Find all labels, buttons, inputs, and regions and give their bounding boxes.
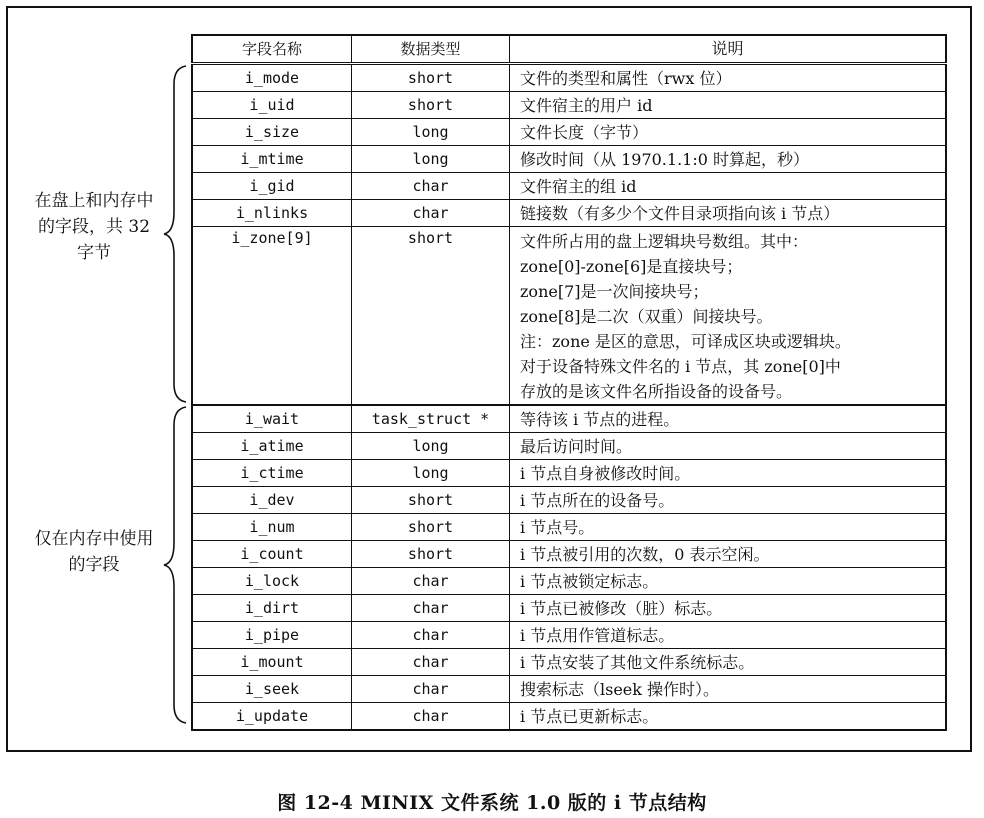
- description-line: 最后访问时间。: [520, 436, 633, 456]
- description-line: zone[7]是一次间接块号；: [520, 282, 709, 301]
- field-name-cell: i_nlinks: [192, 200, 352, 227]
- description-line: 注：zone 是区的意思，可译成区块或逻辑块。: [520, 332, 851, 351]
- description-cell: [510, 460, 947, 487]
- table-row: [192, 622, 946, 649]
- table-row: [192, 649, 946, 676]
- field-name-cell: i_dirt: [192, 595, 352, 622]
- disk-fields-label: [20, 188, 168, 266]
- table-row: [192, 703, 946, 731]
- description-cell: [510, 146, 947, 173]
- field-name-cell: i_pipe: [192, 622, 352, 649]
- field-name-cell: i_lock: [192, 568, 352, 595]
- table-row: [192, 460, 946, 487]
- table-row: [192, 173, 946, 200]
- description-line: i 节点用作管道标志。: [520, 625, 675, 645]
- description-cell: [510, 595, 947, 622]
- data-type-cell: long: [352, 460, 510, 487]
- description-line: zone[8]是二次（双重）间接块号。: [520, 307, 773, 326]
- data-type-cell: char: [352, 568, 510, 595]
- data-type-cell: short: [352, 487, 510, 514]
- data-type-cell: long: [352, 433, 510, 460]
- table-row: [192, 92, 946, 119]
- data-type-cell: char: [352, 622, 510, 649]
- description-line: 链接数（有多少个文件目录项指向该 i 节点）: [520, 203, 840, 223]
- disk-label-line: 在盘上和内存中: [34, 191, 154, 211]
- field-name-cell: i_size: [192, 119, 352, 146]
- data-type-cell: short: [352, 541, 510, 568]
- data-type-cell: long: [352, 119, 510, 146]
- description-line: i 节点安装了其他文件系统标志。: [520, 652, 755, 672]
- table-row: [192, 433, 946, 460]
- table-row: [192, 64, 946, 92]
- description-line: 文件长度（字节）: [520, 122, 649, 142]
- memory-label-line: 仅在内存中使用: [34, 529, 154, 549]
- table-row: [192, 514, 946, 541]
- description-cell: [510, 514, 947, 541]
- description-line: 文件宿主的组 id: [520, 176, 637, 196]
- description-cell: [510, 703, 947, 731]
- table-row: [192, 595, 946, 622]
- description-line: 文件所占用的盘上逻辑块号数组。其中：: [520, 232, 809, 251]
- description-cell: [510, 200, 947, 227]
- table-row: [192, 119, 946, 146]
- field-name-cell: i_seek: [192, 676, 352, 703]
- disk-label-line: 字节: [77, 243, 111, 263]
- description-line: i 节点已被修改（脏）标志。: [520, 598, 723, 618]
- data-type-cell: char: [352, 595, 510, 622]
- data-type-cell: short: [352, 514, 510, 541]
- description-line: 搜索标志（lseek 操作时）。: [520, 679, 720, 699]
- memory-fields-label: [20, 526, 168, 578]
- header-description: 说明: [510, 35, 947, 64]
- field-name-cell: i_num: [192, 514, 352, 541]
- data-type-cell: char: [352, 676, 510, 703]
- description-line: 等待该 i 节点的进程。: [520, 409, 680, 429]
- data-type-cell: char: [352, 703, 510, 731]
- figure-caption: 图 12-4 MINIX 文件系统 1.0 版的 i 节点结构: [277, 792, 707, 814]
- field-name-cell: i_update: [192, 703, 352, 731]
- table-header-row: [192, 35, 946, 64]
- description-cell: [510, 64, 947, 92]
- description-cell: [510, 405, 947, 433]
- description-line: i 节点已更新标志。: [520, 706, 659, 726]
- field-name-cell: i_mount: [192, 649, 352, 676]
- data-type-cell: task_struct *: [352, 405, 510, 433]
- description-line: 文件宿主的用户 id: [520, 95, 653, 115]
- description-cell: [510, 92, 947, 119]
- table-row: [192, 676, 946, 703]
- description-cell: [510, 568, 947, 595]
- table-row: [192, 487, 946, 514]
- description-cell: [510, 487, 947, 514]
- description-cell: [510, 676, 947, 703]
- description-line: zone[0]-zone[6]是直接块号；: [520, 257, 743, 276]
- field-name-cell: i_zone[9]: [192, 227, 352, 406]
- table-row: [192, 405, 946, 433]
- description-line: i 节点被锁定标志。: [520, 571, 659, 591]
- data-type-cell: long: [352, 146, 510, 173]
- description-line: 存放的是该文件名所指设备的设备号。: [520, 382, 793, 401]
- table-row: [192, 200, 946, 227]
- description-line: 修改时间（从 1970.1.1:0 时算起，秒）: [520, 149, 809, 169]
- field-name-cell: i_wait: [192, 405, 352, 433]
- field-name-cell: i_gid: [192, 173, 352, 200]
- table-row: [192, 568, 946, 595]
- field-name-cell: i_mode: [192, 64, 352, 92]
- description-line: i 节点被引用的次数，0 表示空闲。: [520, 544, 770, 564]
- field-name-cell: i_uid: [192, 92, 352, 119]
- description-line: 对于设备特殊文件名的 i 节点，其 zone[0]中: [520, 357, 841, 376]
- description-line: i 节点号。: [520, 517, 595, 537]
- data-type-cell: short: [352, 227, 510, 406]
- description-cell: [510, 541, 947, 568]
- field-name-cell: i_mtime: [192, 146, 352, 173]
- description-line: 文件的类型和属性（rwx 位）: [520, 68, 732, 88]
- description-cell: [510, 622, 947, 649]
- table-row: [192, 227, 946, 406]
- data-type-cell: char: [352, 200, 510, 227]
- header-data-type: 数据类型: [352, 35, 510, 64]
- data-type-cell: short: [352, 92, 510, 119]
- description-cell: [510, 119, 947, 146]
- disk-label-line: 的字段，共 32: [37, 217, 151, 237]
- inode-structure-table: [191, 34, 947, 731]
- description-line: i 节点所在的设备号。: [520, 490, 675, 510]
- description-cell: [510, 433, 947, 460]
- field-name-cell: i_atime: [192, 433, 352, 460]
- description-line: i 节点自身被修改时间。: [520, 463, 691, 483]
- field-name-cell: i_ctime: [192, 460, 352, 487]
- description-cell: [510, 173, 947, 200]
- table-row: [192, 146, 946, 173]
- data-type-cell: char: [352, 649, 510, 676]
- header-field-name: 字段名称: [192, 35, 352, 64]
- table-row: [192, 541, 946, 568]
- data-type-cell: char: [352, 173, 510, 200]
- field-name-cell: i_dev: [192, 487, 352, 514]
- field-name-cell: i_count: [192, 541, 352, 568]
- data-type-cell: short: [352, 64, 510, 92]
- description-cell: [510, 227, 947, 406]
- description-cell: [510, 649, 947, 676]
- memory-label-line: 的字段: [68, 555, 120, 575]
